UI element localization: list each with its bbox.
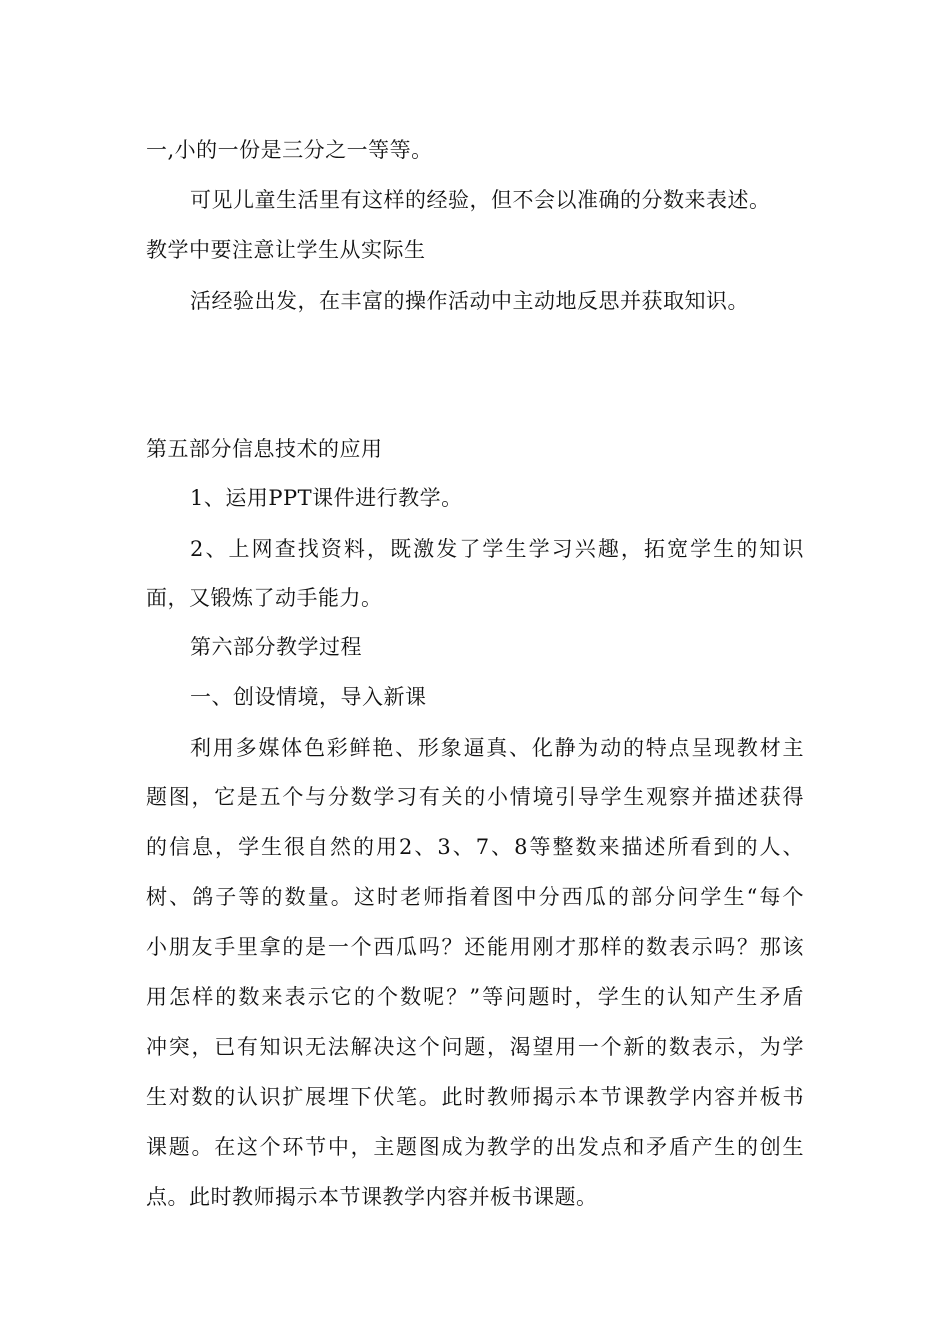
text-line: 生对数的认识扩展埋下伏笔。此时教师揭示本节课教学内容并板书 [146,1085,804,1109]
section-heading: 第六部分教学过程 [190,635,362,659]
text-line: 树、鸽子等的数量。这时老师指着图中分西瓜的部分问学生“每个 [146,885,804,909]
text-line: 点。此时教师揭示本节课教学内容并板书课题。 [146,1185,598,1209]
text-line: 活经验出发，在丰富的操作活动中主动地反思并获取知识。 [190,289,749,313]
text-line: 面，又锻炼了动手能力。 [146,586,383,610]
text-line: 可见儿童生活里有这样的经验，但不会以准确的分数来表述。 [190,188,771,212]
text-line: 一,小的一份是三分之一等等。 [146,138,433,162]
section-heading: 第五部分信息技术的应用 [146,437,383,461]
text-line: 利用多媒体色彩鲜艳、形象逼真、化静为动的特点呈现教材主 [190,736,804,760]
text-line: 课题。在这个环节中，主题图成为教学的出发点和矛盾产生的创生 [146,1135,804,1159]
text-line: 小朋友手里拿的是一个西瓜吗？还能用刚才那样的数表示吗？那该 [146,935,804,959]
text-line: 冲突，已有知识无法解决这个问题，渴望用一个新的数表示，为学 [146,1035,804,1059]
list-item: 1、运用PPT课件进行教学。 [190,486,463,510]
subsection-heading: 一、创设情境，导入新课 [190,685,427,709]
list-item: 2、上网查找资料，既激发了学生学习兴趣，拓宽学生的知识 [190,537,804,561]
text-line: 题图，它是五个与分数学习有关的小情境引导学生观察并描述获得 [146,785,804,809]
text-line: 教学中要注意让学生从实际生 [146,238,426,262]
text-line: 用怎样的数来表示它的个数呢？”等问题时，学生的认知产生矛盾 [146,985,804,1009]
text-line: 的信息，学生很自然的用2、3、7、8等整数来描述所看到的人、 [146,835,804,859]
